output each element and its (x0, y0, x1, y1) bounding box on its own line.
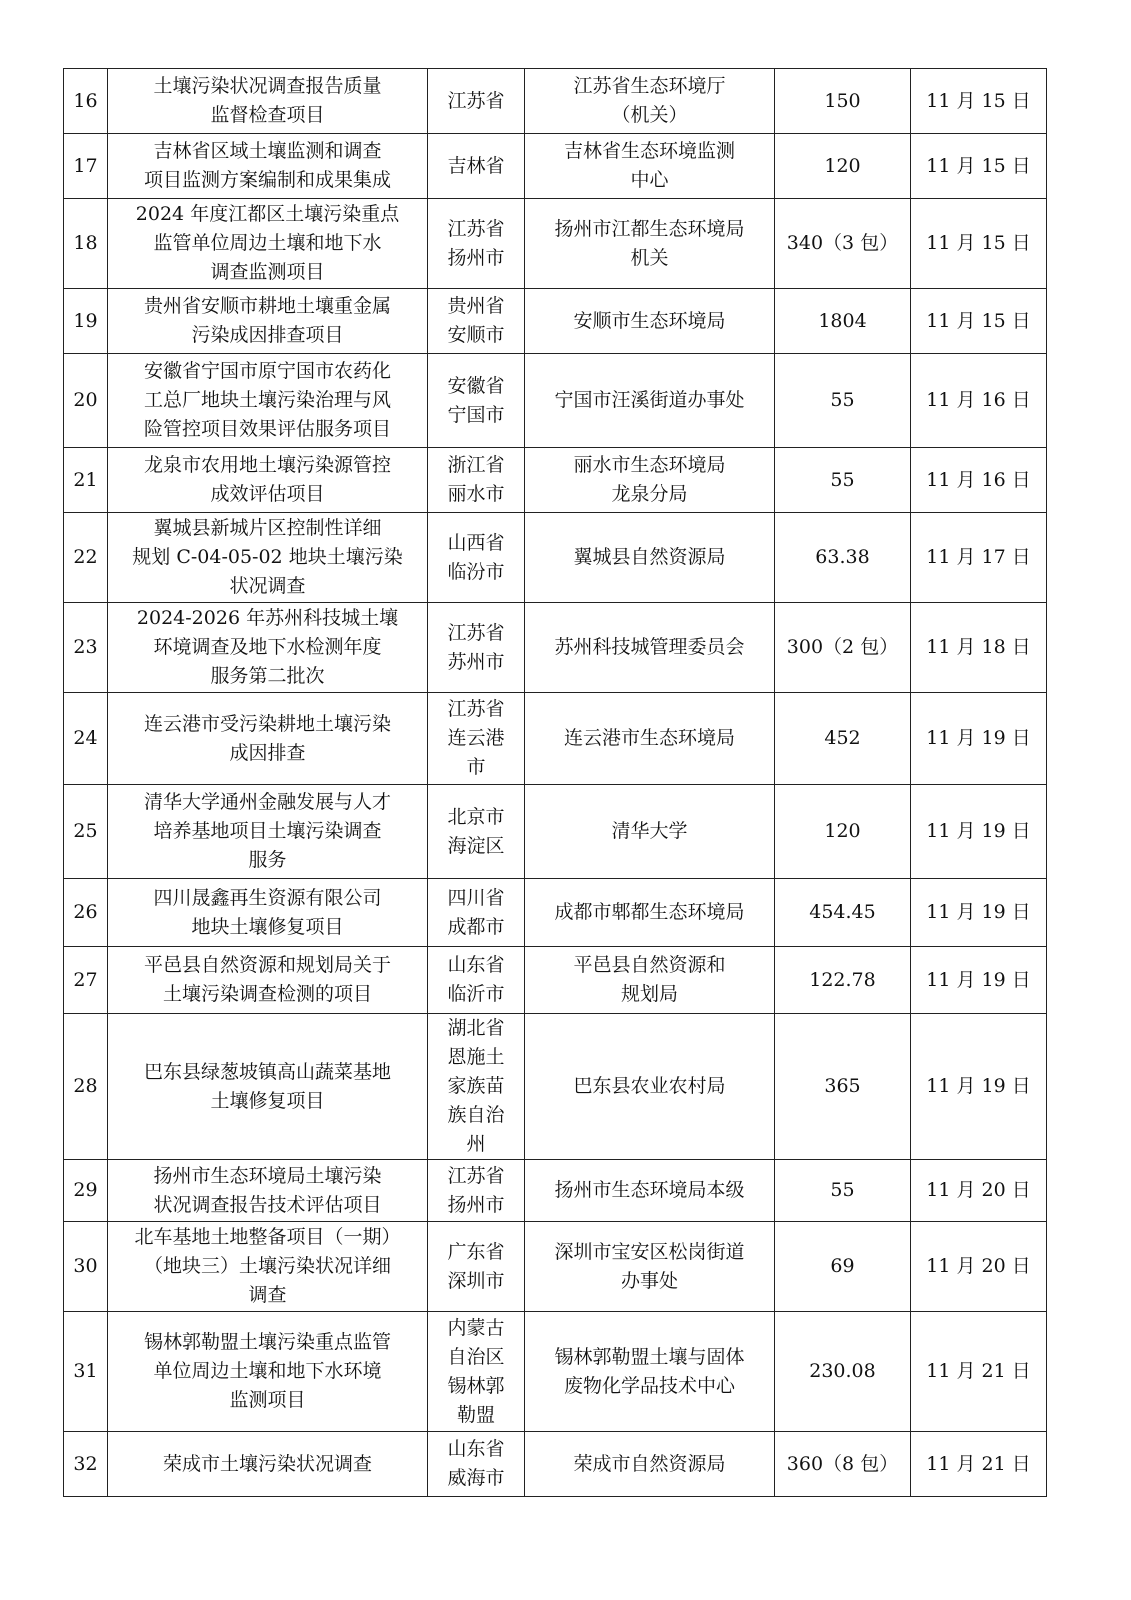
row-number: 20 (64, 354, 108, 448)
table-row (64, 1014, 1047, 1160)
project-region: 江苏省 连云港 市 (428, 693, 525, 785)
procuring-org: 深圳市宝安区松岗街道 办事处 (525, 1222, 775, 1312)
project-table (63, 68, 1047, 1497)
project-date: 11 月 16 日 (911, 354, 1047, 448)
project-date: 11 月 21 日 (911, 1312, 1047, 1432)
project-region: 四川省 成都市 (428, 879, 525, 947)
project-date: 11 月 19 日 (911, 879, 1047, 947)
table-row (64, 289, 1047, 354)
procuring-org: 连云港市生态环境局 (525, 693, 775, 785)
project-amount: 120 (775, 785, 911, 879)
project-region: 江苏省 苏州市 (428, 603, 525, 693)
procuring-org: 荣成市自然资源局 (525, 1432, 775, 1497)
project-date: 11 月 16 日 (911, 448, 1047, 513)
procuring-org: 苏州科技城管理委员会 (525, 603, 775, 693)
project-region: 吉林省 (428, 134, 525, 199)
project-date: 11 月 15 日 (911, 69, 1047, 134)
project-name: 2024 年度江都区土壤污染重点 监管单位周边土壤和地下水 调查监测项目 (108, 199, 428, 289)
project-region: 贵州省 安顺市 (428, 289, 525, 354)
procuring-org: 丽水市生态环境局 龙泉分局 (525, 448, 775, 513)
project-name: 四川晟鑫再生资源有限公司 地块土壤修复项目 (108, 879, 428, 947)
row-number: 24 (64, 693, 108, 785)
project-amount: 365 (775, 1014, 911, 1160)
table-row (64, 513, 1047, 603)
table-row (64, 69, 1047, 134)
row-number: 22 (64, 513, 108, 603)
procuring-org: 宁国市汪溪街道办事处 (525, 354, 775, 448)
project-date: 11 月 15 日 (911, 289, 1047, 354)
table-row (64, 199, 1047, 289)
table-row (64, 354, 1047, 448)
project-date: 11 月 19 日 (911, 1014, 1047, 1160)
table-row (64, 693, 1047, 785)
project-name: 锡林郭勒盟土壤污染重点监管 单位周边土壤和地下水环境 监测项目 (108, 1312, 428, 1432)
project-region: 山西省 临汾市 (428, 513, 525, 603)
project-date: 11 月 18 日 (911, 603, 1047, 693)
project-name: 巴东县绿葱坡镇高山蔬菜基地 土壤修复项目 (108, 1014, 428, 1160)
project-name: 北车基地土地整备项目（一期） （地块三）土壤污染状况详细 调查 (108, 1222, 428, 1312)
table-row (64, 947, 1047, 1014)
project-name: 贵州省安顺市耕地土壤重金属 污染成因排查项目 (108, 289, 428, 354)
project-region: 北京市 海淀区 (428, 785, 525, 879)
row-number: 29 (64, 1160, 108, 1222)
project-region: 安徽省 宁国市 (428, 354, 525, 448)
row-number: 18 (64, 199, 108, 289)
row-number: 23 (64, 603, 108, 693)
row-number: 28 (64, 1014, 108, 1160)
project-date: 11 月 15 日 (911, 134, 1047, 199)
project-name: 扬州市生态环境局土壤污染 状况调查报告技术评估项目 (108, 1160, 428, 1222)
project-date: 11 月 20 日 (911, 1222, 1047, 1312)
table-row (64, 1222, 1047, 1312)
project-name: 安徽省宁国市原宁国市农药化 工总厂地块土壤污染治理与风 险管控项目效果评估服务项目 (108, 354, 428, 448)
procuring-org: 吉林省生态环境监测 中心 (525, 134, 775, 199)
project-amount: 122.78 (775, 947, 911, 1014)
project-amount: 63.38 (775, 513, 911, 603)
row-number: 26 (64, 879, 108, 947)
project-date: 11 月 19 日 (911, 785, 1047, 879)
project-date: 11 月 15 日 (911, 199, 1047, 289)
project-name: 土壤污染状况调查报告质量 监督检查项目 (108, 69, 428, 134)
project-date: 11 月 20 日 (911, 1160, 1047, 1222)
table-row (64, 1312, 1047, 1432)
table-row (64, 603, 1047, 693)
procuring-org: 平邑县自然资源和 规划局 (525, 947, 775, 1014)
table-row (64, 1432, 1047, 1497)
project-name: 龙泉市农用地土壤污染源管控 成效评估项目 (108, 448, 428, 513)
project-region: 江苏省 扬州市 (428, 1160, 525, 1222)
table-row (64, 785, 1047, 879)
project-amount: 55 (775, 448, 911, 513)
row-number: 19 (64, 289, 108, 354)
procuring-org: 扬州市江都生态环境局 机关 (525, 199, 775, 289)
row-number: 17 (64, 134, 108, 199)
project-name: 平邑县自然资源和规划局关于 土壤污染调查检测的项目 (108, 947, 428, 1014)
project-amount: 150 (775, 69, 911, 134)
row-number: 30 (64, 1222, 108, 1312)
project-amount: 452 (775, 693, 911, 785)
project-region: 广东省 深圳市 (428, 1222, 525, 1312)
project-date: 11 月 19 日 (911, 693, 1047, 785)
project-region: 内蒙古 自治区 锡林郭 勒盟 (428, 1312, 525, 1432)
table-row (64, 879, 1047, 947)
project-region: 山东省 威海市 (428, 1432, 525, 1497)
row-number: 27 (64, 947, 108, 1014)
project-region: 湖北省 恩施土 家族苗 族自治 州 (428, 1014, 525, 1160)
project-name: 荣成市土壤污染状况调查 (108, 1432, 428, 1497)
table-row (64, 134, 1047, 199)
project-name: 连云港市受污染耕地土壤污染 成因排查 (108, 693, 428, 785)
project-amount: 340（3 包） (775, 199, 911, 289)
project-amount: 360（8 包） (775, 1432, 911, 1497)
row-number: 16 (64, 69, 108, 134)
table-row (64, 448, 1047, 513)
project-amount: 55 (775, 1160, 911, 1222)
procuring-org: 江苏省生态环境厅 （机关） (525, 69, 775, 134)
project-region: 江苏省 (428, 69, 525, 134)
project-amount: 69 (775, 1222, 911, 1312)
procuring-org: 成都市郫都生态环境局 (525, 879, 775, 947)
procuring-org: 清华大学 (525, 785, 775, 879)
procuring-org: 翼城县自然资源局 (525, 513, 775, 603)
project-name: 吉林省区域土壤监测和调查 项目监测方案编制和成果集成 (108, 134, 428, 199)
project-region: 浙江省 丽水市 (428, 448, 525, 513)
table-row (64, 1160, 1047, 1222)
project-date: 11 月 19 日 (911, 947, 1047, 1014)
project-amount: 120 (775, 134, 911, 199)
project-amount: 300（2 包） (775, 603, 911, 693)
row-number: 21 (64, 448, 108, 513)
row-number: 25 (64, 785, 108, 879)
project-name: 翼城县新城片区控制性详细 规划 C-04-05-02 地块土壤污染 状况调查 (108, 513, 428, 603)
project-date: 11 月 21 日 (911, 1432, 1047, 1497)
project-date: 11 月 17 日 (911, 513, 1047, 603)
project-name: 清华大学通州金融发展与人才 培养基地项目土壤污染调查 服务 (108, 785, 428, 879)
procuring-org: 巴东县农业农村局 (525, 1014, 775, 1160)
row-number: 32 (64, 1432, 108, 1497)
project-amount: 55 (775, 354, 911, 448)
project-name: 2024-2026 年苏州科技城土壤 环境调查及地下水检测年度 服务第二批次 (108, 603, 428, 693)
project-amount: 454.45 (775, 879, 911, 947)
project-region: 山东省 临沂市 (428, 947, 525, 1014)
procuring-org: 扬州市生态环境局本级 (525, 1160, 775, 1222)
project-region: 江苏省 扬州市 (428, 199, 525, 289)
row-number: 31 (64, 1312, 108, 1432)
project-amount: 1804 (775, 289, 911, 354)
project-amount: 230.08 (775, 1312, 911, 1432)
procuring-org: 安顺市生态环境局 (525, 289, 775, 354)
procuring-org: 锡林郭勒盟土壤与固体 废物化学品技术中心 (525, 1312, 775, 1432)
